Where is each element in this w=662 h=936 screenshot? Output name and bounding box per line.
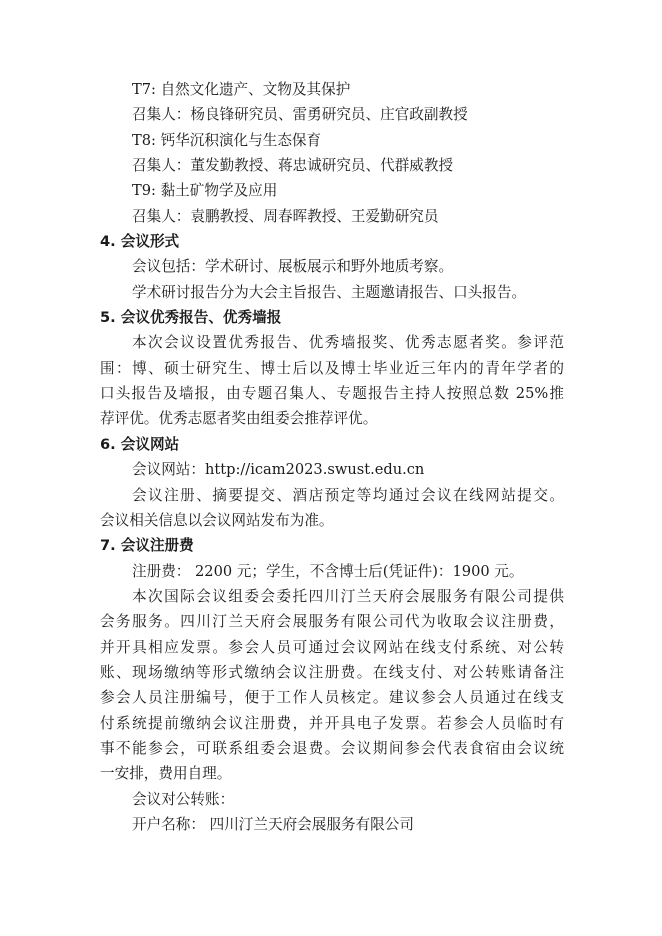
text-line: 并开具相应发票。参会人员可通过会议网站在线支付系统、对公转 <box>100 638 564 656</box>
text-line: 会议相关信息以会议网站发布为准。 <box>100 511 334 529</box>
text-line: 一安排，费用自理。 <box>100 765 232 783</box>
text-line: T8: 钙华沉积演化与生态保育 <box>132 131 322 149</box>
text-line: 开户名称： 四川汀兰天府会展服务有限公司 <box>132 815 414 833</box>
text-line: 荐评优。优秀志愿者奖由组委会推荐评优。 <box>100 410 378 428</box>
document-body <box>100 77 564 837</box>
text-line: 学术研讨报告分为大会主旨报告、主题邀请报告、口头报告。 <box>132 283 527 301</box>
section-heading: 7. 会议注册费 <box>100 537 194 555</box>
text-line: T9: 黏土矿物学及应用 <box>132 182 278 200</box>
text-line: 付系统提前缴纳会议注册费，并开具电子发票。若参会人员临时有 <box>100 714 564 732</box>
text-line: 召集人：董发勤教授、蒋忠诚研究员、代群威教授 <box>132 157 454 175</box>
text-line: 会议包括：学术研讨、展板展示和野外地质考察。 <box>132 258 454 276</box>
text-line: 账、现场缴纳等形式缴纳会议注册费。在线支付、对公转账请备注 <box>100 663 564 681</box>
text-line: 会议对公转账： <box>132 790 235 808</box>
section-heading: 4. 会议形式 <box>100 233 180 251</box>
text-line: 会议注册、摘要提交、酒店预定等均通过会议在线网站提交。 <box>132 486 564 504</box>
text-line: 口头报告及墙报，由专题召集人、专题报告主持人按照总数 25%推 <box>100 385 564 403</box>
text-line: 召集人：袁鹏教授、周春晖教授、王爱勤研究员 <box>132 207 439 225</box>
text-line: 本次国际会议组委会委托四川汀兰天府会展服务有限公司提供 <box>132 587 564 605</box>
text-line: 注册费： 2200 元；学生，不含博士后(凭证件)：1900 元。 <box>132 562 524 580</box>
text-line: 本次会议设置优秀报告、优秀墙报奖、优秀志愿者奖。参评范 <box>132 334 564 352</box>
text-line: 事不能参会，可联系组委会退费。会议期间参会代表食宿由会议统 <box>100 739 564 757</box>
text-line: 参会人员注册编号，便于工作人员核定。建议参会人员通过在线支 <box>100 689 564 707</box>
text-line: 召集人：杨良锋研究员、雷勇研究员、庄官政副教授 <box>132 106 468 124</box>
section-heading: 6. 会议网站 <box>100 435 180 453</box>
text-line: 围：博、硕士研究生、博士后以及博士毕业近三年内的青年学者的 <box>100 359 564 377</box>
text-line: 会议网站：http://icam2023.swust.edu.cn <box>132 461 425 479</box>
section-heading: 5. 会议优秀报告、优秀墙报 <box>100 309 282 327</box>
text-line: 会务服务。四川汀兰天府会展服务有限公司代为收取会议注册费， <box>100 613 564 631</box>
text-line: T7: 自然文化遗产、文物及其保护 <box>132 81 351 98</box>
